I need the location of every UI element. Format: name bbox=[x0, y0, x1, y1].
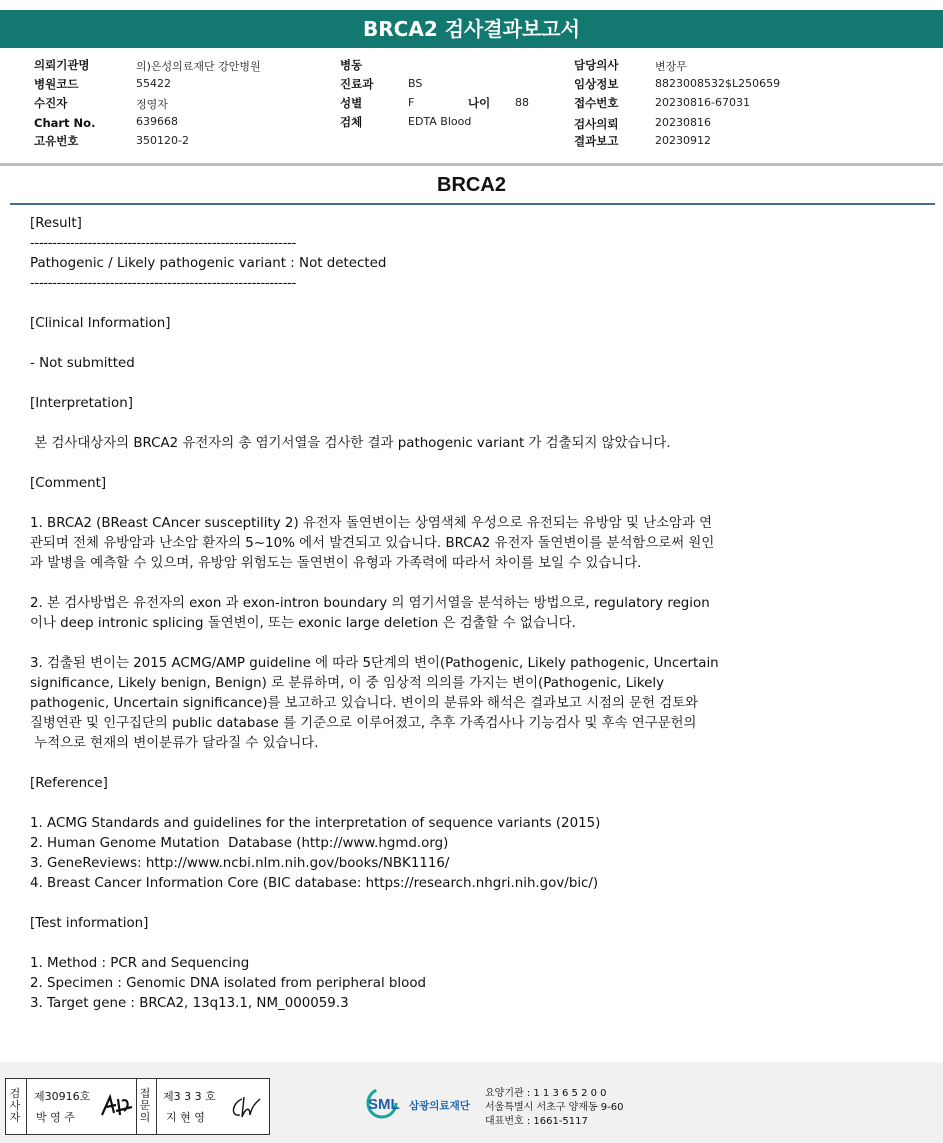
header-divider bbox=[0, 163, 943, 166]
comment-1-line: 과 발병을 예측할 수 있으며, 유방암 위험도는 돌연변이 유형과 가족력에 따라서 차이를 보일 수 있습니다. bbox=[30, 556, 642, 571]
logo-org-name: 삼광의료재단 bbox=[409, 1100, 470, 1112]
info-value-sex: F bbox=[408, 96, 415, 109]
info-value-specimen: EDTA Blood bbox=[408, 115, 472, 128]
info-label-requester: 의뢰기관명 bbox=[34, 58, 90, 72]
dashed-rule-top: ------------------------------------------------------------ bbox=[30, 236, 296, 251]
comment-heading: [Comment] bbox=[30, 476, 107, 491]
interpretation-heading: [Interpretation] bbox=[30, 396, 133, 411]
info-value-doctor: 변장무 bbox=[655, 60, 687, 73]
info-value-receipt-no: 20230816-67031 bbox=[655, 96, 750, 109]
test-info-item: 3. Target gene : BRCA2, 13q13.1, NM_000059.3 bbox=[30, 996, 349, 1011]
info-label-patient: 수진자 bbox=[34, 96, 68, 110]
reviewer-label: 접문의 bbox=[139, 1087, 151, 1124]
comment-2-line: 이나 deep intronic splicing 돌연변이, 또는 exonic large deletion 은 검출할 수 없습니다. bbox=[30, 616, 576, 631]
reference-item: 2. Human Genome Mutation Database (http://www.hgmd.org) bbox=[30, 836, 449, 851]
info-label-unique-no: 고유번호 bbox=[34, 134, 79, 148]
signature-box bbox=[5, 1078, 270, 1135]
lab-code: 요양기관 : 1 1 3 6 5 2 0 0 bbox=[485, 1088, 607, 1099]
comment-1-line: 관되며 전체 유방암과 난소암 환자의 5~10% 에서 발견되고 있습니다. BRCA2 유전자 돌연변이를 분석함으로써 원인 bbox=[30, 536, 715, 551]
info-label-receipt-no: 접수번호 bbox=[574, 96, 619, 110]
result-line: Pathogenic / Likely pathogenic variant : Not detected bbox=[30, 256, 387, 271]
info-label-age: 나이 bbox=[468, 96, 491, 110]
reference-heading: [Reference] bbox=[30, 776, 108, 791]
comment-3-line: pathogenic, Uncertain significance)를 보고하고 있습니다. 변이의 분류와 해석은 결과보고 시점의 문헌 검토와 bbox=[30, 696, 699, 711]
test-info-item: 2. Specimen : Genomic DNA isolated from peripheral blood bbox=[30, 976, 427, 991]
info-label-department: 진료과 bbox=[340, 77, 374, 91]
reviewer-license-no: 제3 3 3 호 bbox=[163, 1090, 216, 1103]
info-label-report-date: 결과보고 bbox=[574, 134, 619, 148]
lab-address: 서울특별시 서초구 양재동 9-60 bbox=[485, 1102, 624, 1113]
clinical-line: - Not submitted bbox=[30, 356, 135, 371]
examiner-label: 검사자 bbox=[9, 1087, 21, 1124]
info-label-sex: 성별 bbox=[340, 96, 363, 110]
reviewer-name: 지 현 영 bbox=[166, 1111, 205, 1124]
info-value-clinical-info: 8823008532$L250659 bbox=[655, 77, 781, 90]
info-value-requester: 의)은성의료재단 강안병원 bbox=[136, 60, 261, 73]
info-value-department: BS bbox=[408, 77, 423, 90]
logo-mark: SML bbox=[368, 1096, 400, 1113]
info-label-specimen: 검체 bbox=[340, 115, 363, 129]
reviewer-signature bbox=[228, 1093, 264, 1123]
test-info-item: 1. Method : PCR and Sequencing bbox=[30, 956, 250, 971]
comment-2-line: 2. 본 검사방법은 유전자의 exon 과 exon-intron boundary 의 염기서열을 분석하는 방법으로, regulatory region bbox=[30, 596, 710, 611]
reference-item: 4. Breast Cancer Information Core (BIC database: https://research.nhgri.nih.gov/bic/) bbox=[30, 876, 599, 891]
lab-info bbox=[485, 1087, 624, 1129]
info-value-report-date: 20230912 bbox=[655, 134, 711, 147]
comment-3-line: significance, Likely benign, Benign) 로 분류하며, 이 중 임상적 의의를 가지는 변이(Pathogenic, Likely bbox=[30, 676, 665, 691]
result-heading: [Result] bbox=[30, 216, 82, 231]
section-title: BRCA2 bbox=[437, 174, 506, 196]
info-value-patient: 정영자 bbox=[136, 98, 168, 111]
examiner-name: 박 영 주 bbox=[36, 1111, 75, 1124]
lab-phone: 대표번호 : 1661-5117 bbox=[485, 1116, 588, 1127]
clinical-heading: [Clinical Information] bbox=[30, 316, 171, 331]
comment-1-line: 1. BRCA2 (BReast CAncer susceptility 2) 유전자 돌연변이는 상염색체 우성으로 유전되는 유방암 및 난소암과 연 bbox=[30, 516, 713, 531]
comment-3-line: 3. 검출된 변이는 2015 ACMG/AMP guideline 에 따라 5단계의 변이(Pathogenic, Likely pathogenic, Uncertain bbox=[30, 656, 719, 671]
dashed-rule-bottom: ------------------------------------------------------------ bbox=[30, 276, 296, 291]
info-value-unique-no: 350120-2 bbox=[136, 134, 189, 147]
comment-3-line: 질병연관 및 인구집단의 public database 를 기준으로 이루어졌고, 추후 가족검사나 기능검사 및 후속 연구문헌의 bbox=[30, 716, 697, 731]
report-body bbox=[30, 214, 930, 1014]
interpretation-line: 본 검사대상자의 BRCA2 유전자의 총 염기서열을 검사한 결과 pathogenic variant 가 검출되지 않았습니다. bbox=[30, 436, 671, 451]
examiner-license-no: 제30916호 bbox=[34, 1090, 91, 1103]
info-label-ward: 병동 bbox=[340, 58, 363, 72]
info-label-clinical-info: 임상정보 bbox=[574, 77, 619, 91]
report-title-bar bbox=[0, 10, 943, 48]
examiner-signature bbox=[98, 1091, 134, 1121]
info-value-chart-no: 639668 bbox=[136, 115, 178, 128]
patient-info-panel bbox=[0, 50, 943, 162]
reference-item: 1. ACMG Standards and guidelines for the interpretation of sequence variants (2015) bbox=[30, 816, 601, 831]
test-info-heading: [Test information] bbox=[30, 916, 149, 931]
info-value-request-date: 20230816 bbox=[655, 116, 711, 129]
comment-3-line: 누적으로 현재의 변이분류가 달라질 수 있습니다. bbox=[30, 736, 319, 751]
info-label-chart-no: Chart No. bbox=[34, 116, 96, 130]
info-label-hospital-code: 병원코드 bbox=[34, 77, 79, 91]
reference-item: 3. GeneReviews: http://www.ncbi.nlm.nih.gov/books/NBK1116/ bbox=[30, 856, 450, 871]
info-label-doctor: 담당의사 bbox=[574, 58, 619, 72]
info-value-hospital-code: 55422 bbox=[136, 77, 171, 90]
report-title: BRCA2 검사결과보고서 bbox=[363, 17, 580, 41]
sml-logo bbox=[365, 1085, 485, 1121]
section-divider bbox=[10, 203, 935, 205]
info-label-request-date: 검사의뢰 bbox=[574, 117, 619, 131]
info-value-age: 88 bbox=[515, 96, 529, 109]
